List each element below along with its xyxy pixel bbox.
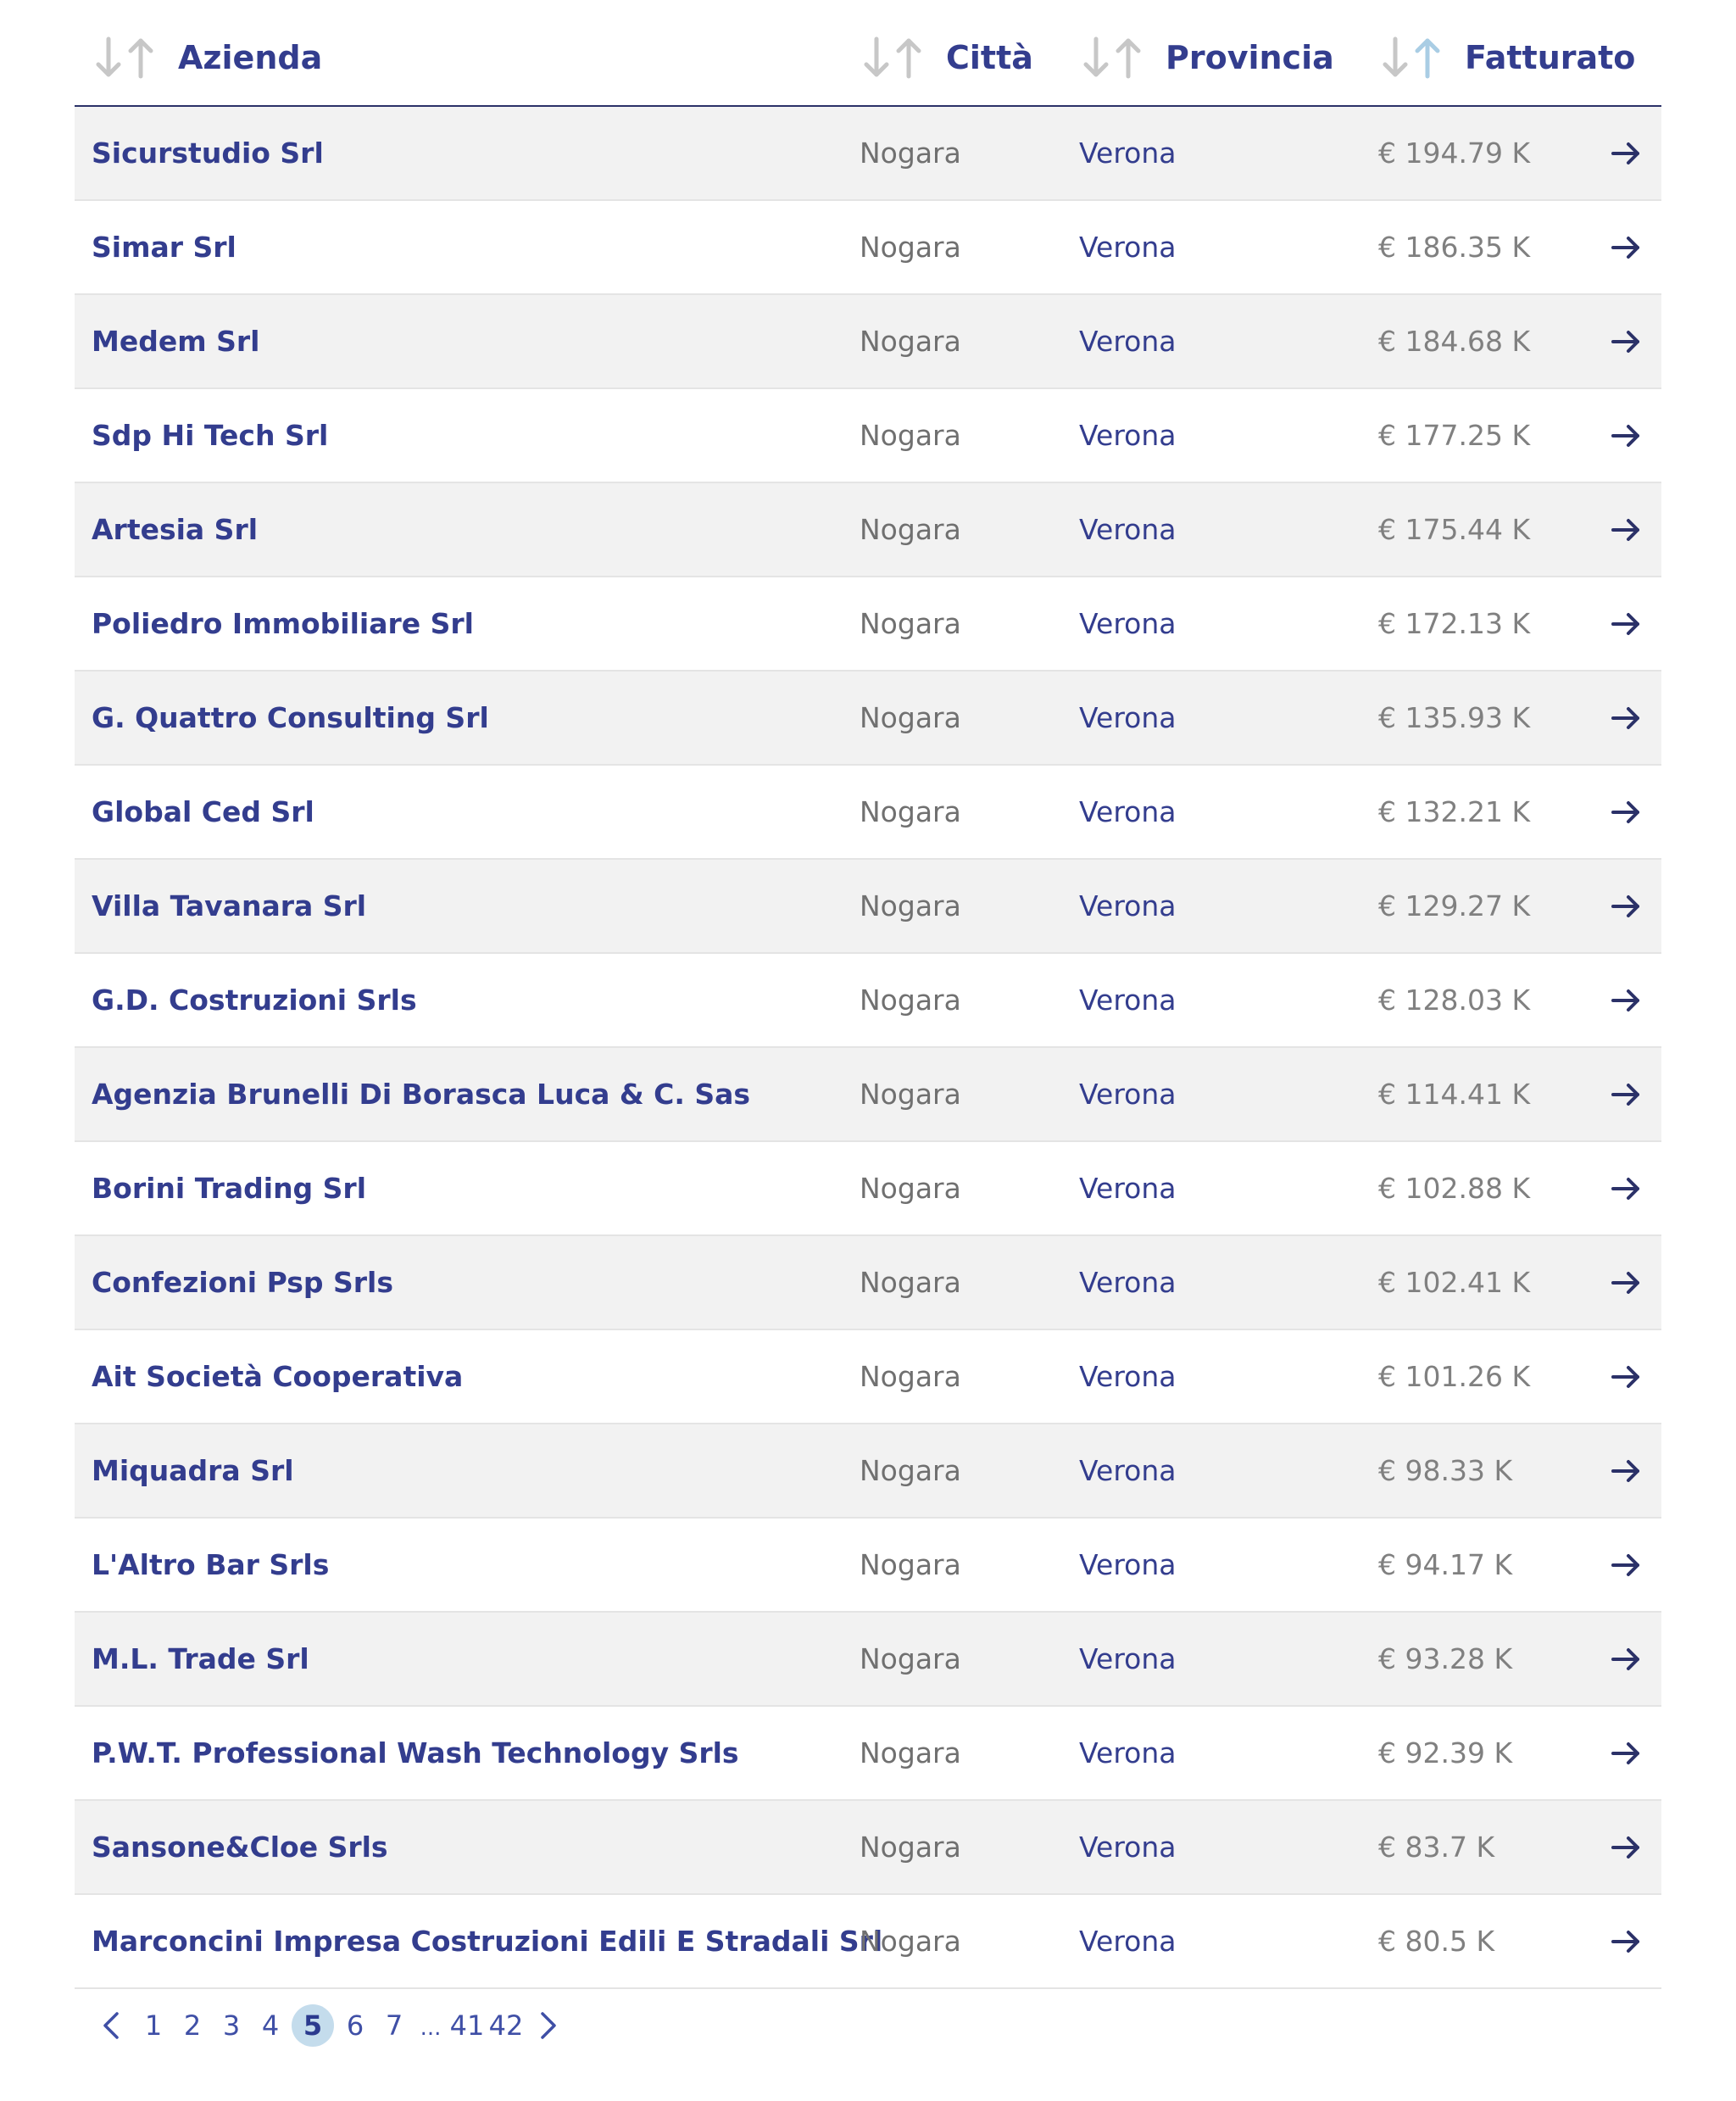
company-revenue: € 101.26 K xyxy=(1378,1360,1531,1393)
table-row[interactable] xyxy=(75,483,1661,577)
table-row[interactable] xyxy=(75,1519,1661,1613)
company-revenue: € 128.03 K xyxy=(1378,984,1531,1017)
arrow-right-icon[interactable] xyxy=(1611,1236,1641,1329)
company-name-link[interactable]: G.D. Costruzioni Srls xyxy=(92,984,417,1017)
table-row[interactable] xyxy=(75,295,1661,389)
company-city: Nogara xyxy=(860,1266,961,1299)
arrow-right-icon[interactable] xyxy=(1611,1801,1641,1893)
table-row[interactable] xyxy=(75,1801,1661,1895)
company-revenue: € 132.21 K xyxy=(1378,795,1531,828)
company-name-link[interactable]: Borini Trading Srl xyxy=(92,1172,367,1205)
arrow-right-icon[interactable] xyxy=(1611,1895,1641,1987)
company-city: Nogara xyxy=(860,1360,961,1393)
company-province: Verona xyxy=(1079,1266,1177,1299)
arrow-right-icon[interactable] xyxy=(1611,766,1641,858)
company-name-link[interactable]: L'Altro Bar Srls xyxy=(92,1548,330,1581)
company-city: Nogara xyxy=(860,1172,961,1205)
arrow-right-icon[interactable] xyxy=(1611,860,1641,952)
company-city: Nogara xyxy=(860,1831,961,1864)
company-revenue: € 175.44 K xyxy=(1378,513,1531,546)
company-province: Verona xyxy=(1079,795,1177,828)
sort-arrows-active-icon[interactable] xyxy=(1378,36,1446,80)
company-name-link[interactable]: Confezioni Psp Srls xyxy=(92,1266,393,1299)
company-name-link[interactable]: Sicurstudio Srl xyxy=(92,137,324,170)
table-row[interactable] xyxy=(75,577,1661,672)
page-link[interactable]: 4 xyxy=(261,2009,280,2042)
company-revenue: € 114.41 K xyxy=(1378,1078,1531,1111)
company-name-link[interactable]: Marconcini Impresa Costruzioni Edili E Stradali Srl xyxy=(92,1925,883,1958)
table-header xyxy=(75,0,1661,107)
arrow-right-icon[interactable] xyxy=(1611,295,1641,387)
company-city: Nogara xyxy=(860,1925,961,1958)
page-link[interactable]: 3 xyxy=(222,2009,241,2042)
arrow-right-icon[interactable] xyxy=(1611,672,1641,764)
chevron-right-icon xyxy=(539,2012,558,2039)
sort-arrows-icon[interactable] xyxy=(1079,36,1147,80)
company-city: Nogara xyxy=(860,1454,961,1487)
company-province: Verona xyxy=(1079,1925,1177,1958)
page-link[interactable]: 41 xyxy=(449,2009,485,2042)
company-name-link[interactable]: Global Ced Srl xyxy=(92,795,314,828)
next-page-button[interactable] xyxy=(526,2004,571,2047)
header-provincia[interactable] xyxy=(1079,34,1334,81)
company-city: Nogara xyxy=(860,889,961,922)
company-city: Nogara xyxy=(860,325,961,358)
table-row[interactable] xyxy=(75,1330,1661,1424)
header-azienda-label: Azienda xyxy=(178,39,323,76)
company-province: Verona xyxy=(1079,325,1177,358)
header-azienda[interactable] xyxy=(92,34,322,81)
company-province: Verona xyxy=(1079,137,1177,170)
company-name-link[interactable]: Ait Società Cooperativa xyxy=(92,1360,464,1393)
company-revenue: € 184.68 K xyxy=(1378,325,1531,358)
company-name-link[interactable]: Sansone&Cloe Srls xyxy=(92,1831,388,1864)
company-name-link[interactable]: M.L. Trade Srl xyxy=(92,1642,309,1675)
company-name-link[interactable]: Villa Tavanara Srl xyxy=(92,889,367,922)
company-city: Nogara xyxy=(860,607,961,640)
company-province: Verona xyxy=(1079,513,1177,546)
company-province: Verona xyxy=(1079,1642,1177,1675)
table-row[interactable] xyxy=(75,1424,1661,1519)
table-row[interactable] xyxy=(75,1707,1661,1801)
company-city: Nogara xyxy=(860,984,961,1017)
company-revenue: € 135.93 K xyxy=(1378,701,1531,734)
company-province: Verona xyxy=(1079,1736,1177,1769)
company-revenue: € 93.28 K xyxy=(1378,1642,1513,1675)
company-revenue: € 172.13 K xyxy=(1378,607,1531,640)
pagination xyxy=(88,2003,571,2048)
arrow-right-icon[interactable] xyxy=(1611,389,1641,482)
company-revenue: € 129.27 K xyxy=(1378,889,1531,922)
company-province: Verona xyxy=(1079,889,1177,922)
table-row[interactable] xyxy=(75,1236,1661,1330)
companies-table-container xyxy=(75,0,1661,1989)
company-revenue: € 94.17 K xyxy=(1378,1548,1513,1581)
table-row[interactable] xyxy=(75,860,1661,954)
company-name-link[interactable]: Simar Srl xyxy=(92,231,236,264)
company-province: Verona xyxy=(1079,1548,1177,1581)
table-row[interactable] xyxy=(75,1142,1661,1236)
header-fatturato-label: Fatturato xyxy=(1465,39,1636,76)
arrow-right-icon[interactable] xyxy=(1611,1707,1641,1799)
header-citta[interactable] xyxy=(860,34,1033,81)
arrow-right-icon[interactable] xyxy=(1611,1330,1641,1423)
company-name-link[interactable]: Medem Srl xyxy=(92,325,260,358)
arrow-right-icon[interactable] xyxy=(1611,483,1641,576)
company-province: Verona xyxy=(1079,1078,1177,1111)
company-revenue: € 92.39 K xyxy=(1378,1736,1513,1769)
table-row[interactable] xyxy=(75,954,1661,1048)
arrow-right-icon[interactable] xyxy=(1611,1613,1641,1705)
company-city: Nogara xyxy=(860,513,961,546)
company-name-link[interactable]: Agenzia Brunelli Di Borasca Luca & C. Sas xyxy=(92,1078,751,1111)
company-city: Nogara xyxy=(860,419,961,452)
company-name-link[interactable]: Sdp Hi Tech Srl xyxy=(92,419,329,452)
page-link[interactable]: 42 xyxy=(488,2009,524,2042)
table-row[interactable] xyxy=(75,1613,1661,1707)
chevron-left-icon xyxy=(102,2012,120,2039)
table-body xyxy=(75,107,1661,1989)
company-province: Verona xyxy=(1079,701,1177,734)
company-province: Verona xyxy=(1079,419,1177,452)
company-city: Nogara xyxy=(860,795,961,828)
company-name-link[interactable]: P.W.T. Professional Wash Technology Srls xyxy=(92,1736,739,1769)
table-row[interactable] xyxy=(75,389,1661,483)
company-city: Nogara xyxy=(860,1548,961,1581)
company-city: Nogara xyxy=(860,137,961,170)
company-revenue: € 177.25 K xyxy=(1378,419,1531,452)
company-revenue: € 194.79 K xyxy=(1378,137,1531,170)
company-revenue: € 186.35 K xyxy=(1378,231,1531,264)
arrow-right-icon[interactable] xyxy=(1611,1519,1641,1611)
arrow-right-icon[interactable] xyxy=(1611,577,1641,670)
company-province: Verona xyxy=(1079,231,1177,264)
arrow-right-icon[interactable] xyxy=(1611,1424,1641,1517)
company-name-link[interactable]: Artesia Srl xyxy=(92,513,259,546)
table-row[interactable] xyxy=(75,766,1661,860)
page-link[interactable]: 2 xyxy=(183,2009,202,2042)
page-link[interactable]: 1 xyxy=(144,2009,163,2042)
company-name-link[interactable]: Poliedro Immobiliare Srl xyxy=(92,607,474,640)
table-row[interactable] xyxy=(75,1048,1661,1142)
company-revenue: € 98.33 K xyxy=(1378,1454,1513,1487)
company-province: Verona xyxy=(1079,607,1177,640)
company-city: Nogara xyxy=(860,701,961,734)
company-revenue: € 80.5 K xyxy=(1378,1925,1495,1958)
company-name-link[interactable]: G. Quattro Consulting Srl xyxy=(92,701,489,734)
company-province: Verona xyxy=(1079,1360,1177,1393)
arrow-right-icon[interactable] xyxy=(1611,954,1641,1046)
table-row[interactable] xyxy=(75,201,1661,295)
page-link-current[interactable]: 5 xyxy=(292,2004,334,2047)
company-province: Verona xyxy=(1079,1172,1177,1205)
arrow-right-icon[interactable] xyxy=(1611,1142,1641,1234)
arrow-right-icon[interactable] xyxy=(1611,107,1641,199)
header-citta-label: Città xyxy=(946,39,1033,76)
company-city: Nogara xyxy=(860,1642,961,1675)
company-revenue: € 102.41 K xyxy=(1378,1266,1531,1299)
company-revenue: € 102.88 K xyxy=(1378,1172,1531,1205)
table-row[interactable] xyxy=(75,1895,1661,1989)
header-fatturato[interactable] xyxy=(1378,34,1635,81)
sort-arrows-icon[interactable] xyxy=(860,36,927,80)
page-link[interactable]: 7 xyxy=(385,2009,403,2042)
page-link[interactable]: 6 xyxy=(346,2009,364,2042)
company-city: Nogara xyxy=(860,1078,961,1111)
header-provincia-label: Provincia xyxy=(1166,39,1334,76)
company-province: Verona xyxy=(1079,984,1177,1017)
company-revenue: € 83.7 K xyxy=(1378,1831,1495,1864)
sort-arrows-icon[interactable] xyxy=(92,36,159,80)
arrow-right-icon[interactable] xyxy=(1611,201,1641,293)
page-ellipsis: ... xyxy=(420,2015,442,2041)
company-name-link[interactable]: Miquadra Srl xyxy=(92,1454,294,1487)
company-city: Nogara xyxy=(860,1736,961,1769)
arrow-right-icon[interactable] xyxy=(1611,1048,1641,1140)
table-row[interactable] xyxy=(75,672,1661,766)
company-province: Verona xyxy=(1079,1454,1177,1487)
company-province: Verona xyxy=(1079,1831,1177,1864)
prev-page-button[interactable] xyxy=(88,2004,134,2047)
company-city: Nogara xyxy=(860,231,961,264)
table-row[interactable] xyxy=(75,107,1661,201)
